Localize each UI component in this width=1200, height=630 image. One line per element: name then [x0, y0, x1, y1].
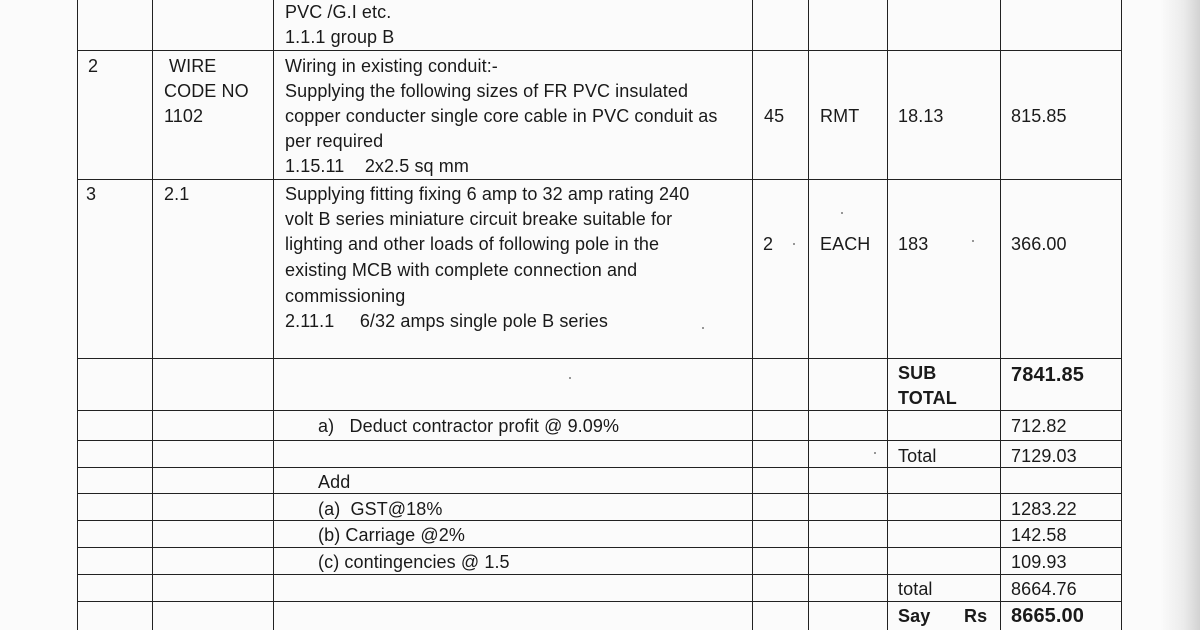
add-label: Add [318, 472, 351, 492]
item-description-line: copper conducter single core cable in PVC conduit as [285, 106, 718, 126]
row-rule [77, 440, 1122, 441]
subtotal-label-line: TOTAL [898, 388, 957, 408]
item-code-line: CODE NO [164, 81, 249, 101]
subtotal-label-line: SUB [898, 363, 937, 383]
say-label: Say [898, 606, 931, 626]
column-rule [1121, 0, 1122, 630]
scan-speck [569, 377, 571, 379]
item-description-line: per required [285, 131, 384, 151]
item-code-line: 1102 [164, 106, 204, 126]
column-rule [808, 0, 809, 630]
contingencies-label: (c) contingencies @ 1.5 [318, 552, 510, 572]
carriage-label: (b) Carriage @2% [318, 525, 465, 545]
total-label: Total [898, 446, 937, 466]
contingencies-value: 109.93 [1011, 552, 1067, 572]
rupees-label: Rs [964, 606, 988, 626]
item-description-line: 2.11.1 6/32 amps single pole B series [285, 311, 608, 331]
unit: RMT [820, 106, 860, 126]
unit: EACH [820, 234, 871, 254]
item-description-line: PVC /G.I etc. [285, 2, 392, 22]
grand-total-value: 8664.76 [1011, 579, 1077, 599]
carriage-value: 142.58 [1011, 525, 1067, 545]
row-rule [77, 358, 1122, 359]
column-rule [273, 0, 274, 630]
gst-value: 1283.22 [1011, 499, 1077, 519]
quantity: 45 [764, 106, 785, 126]
deduct-value: 712.82 [1011, 416, 1067, 436]
item-description-line: existing MCB with complete connection and [285, 260, 638, 280]
row-rule [77, 467, 1122, 468]
scan-speck [874, 452, 876, 454]
say-value: 8665.00 [1011, 605, 1084, 627]
row-rule [77, 574, 1122, 575]
item-description-line: 1.15.11 2x2.5 sq mm [285, 156, 469, 176]
row-rule [77, 493, 1122, 494]
column-rule [752, 0, 753, 630]
subtotal-value: 7841.85 [1011, 364, 1084, 386]
item-description-line: Supplying fitting fixing 6 amp to 32 amp rating 240 [285, 184, 690, 204]
scan-speck [841, 212, 843, 214]
column-rule [1000, 0, 1001, 630]
grand-total-label: total [898, 579, 933, 599]
item-description-line: commissioning [285, 286, 406, 306]
item-description-line: Supplying the following sizes of FR PVC insulated [285, 81, 689, 101]
column-rule [152, 0, 153, 630]
row-rule [77, 410, 1122, 411]
serial-number: 3 [86, 184, 97, 204]
column-rule [77, 0, 78, 630]
scan-speck [972, 240, 974, 242]
row-rule [77, 179, 1122, 180]
column-rule [887, 0, 888, 630]
serial-number: 2 [88, 56, 99, 76]
item-description-line: 1.1.1 group B [285, 27, 395, 47]
item-description-line: lighting and other loads of following pole in the [285, 234, 660, 254]
scan-speck [702, 327, 704, 329]
item-code-line: 2.1 [164, 184, 190, 204]
item-code-line: WIRE [169, 56, 217, 76]
row-rule [77, 547, 1122, 548]
item-description-line: Wiring in existing conduit:- [285, 56, 498, 76]
quantity: 2 [763, 234, 774, 254]
gst-label: (a) GST@18% [318, 499, 443, 519]
scan-speck [793, 243, 795, 245]
row-rule [77, 50, 1122, 51]
item-description-line: volt B series miniature circuit breake suitable for [285, 209, 673, 229]
total-value: 7129.03 [1011, 446, 1077, 466]
row-rule [77, 520, 1122, 521]
amount: 366.00 [1011, 234, 1067, 254]
rate: 183 [898, 234, 929, 254]
deduct-label: a) Deduct contractor profit @ 9.09% [318, 416, 620, 436]
row-rule [77, 601, 1122, 602]
rate: 18.13 [898, 106, 944, 126]
amount: 815.85 [1011, 106, 1067, 126]
